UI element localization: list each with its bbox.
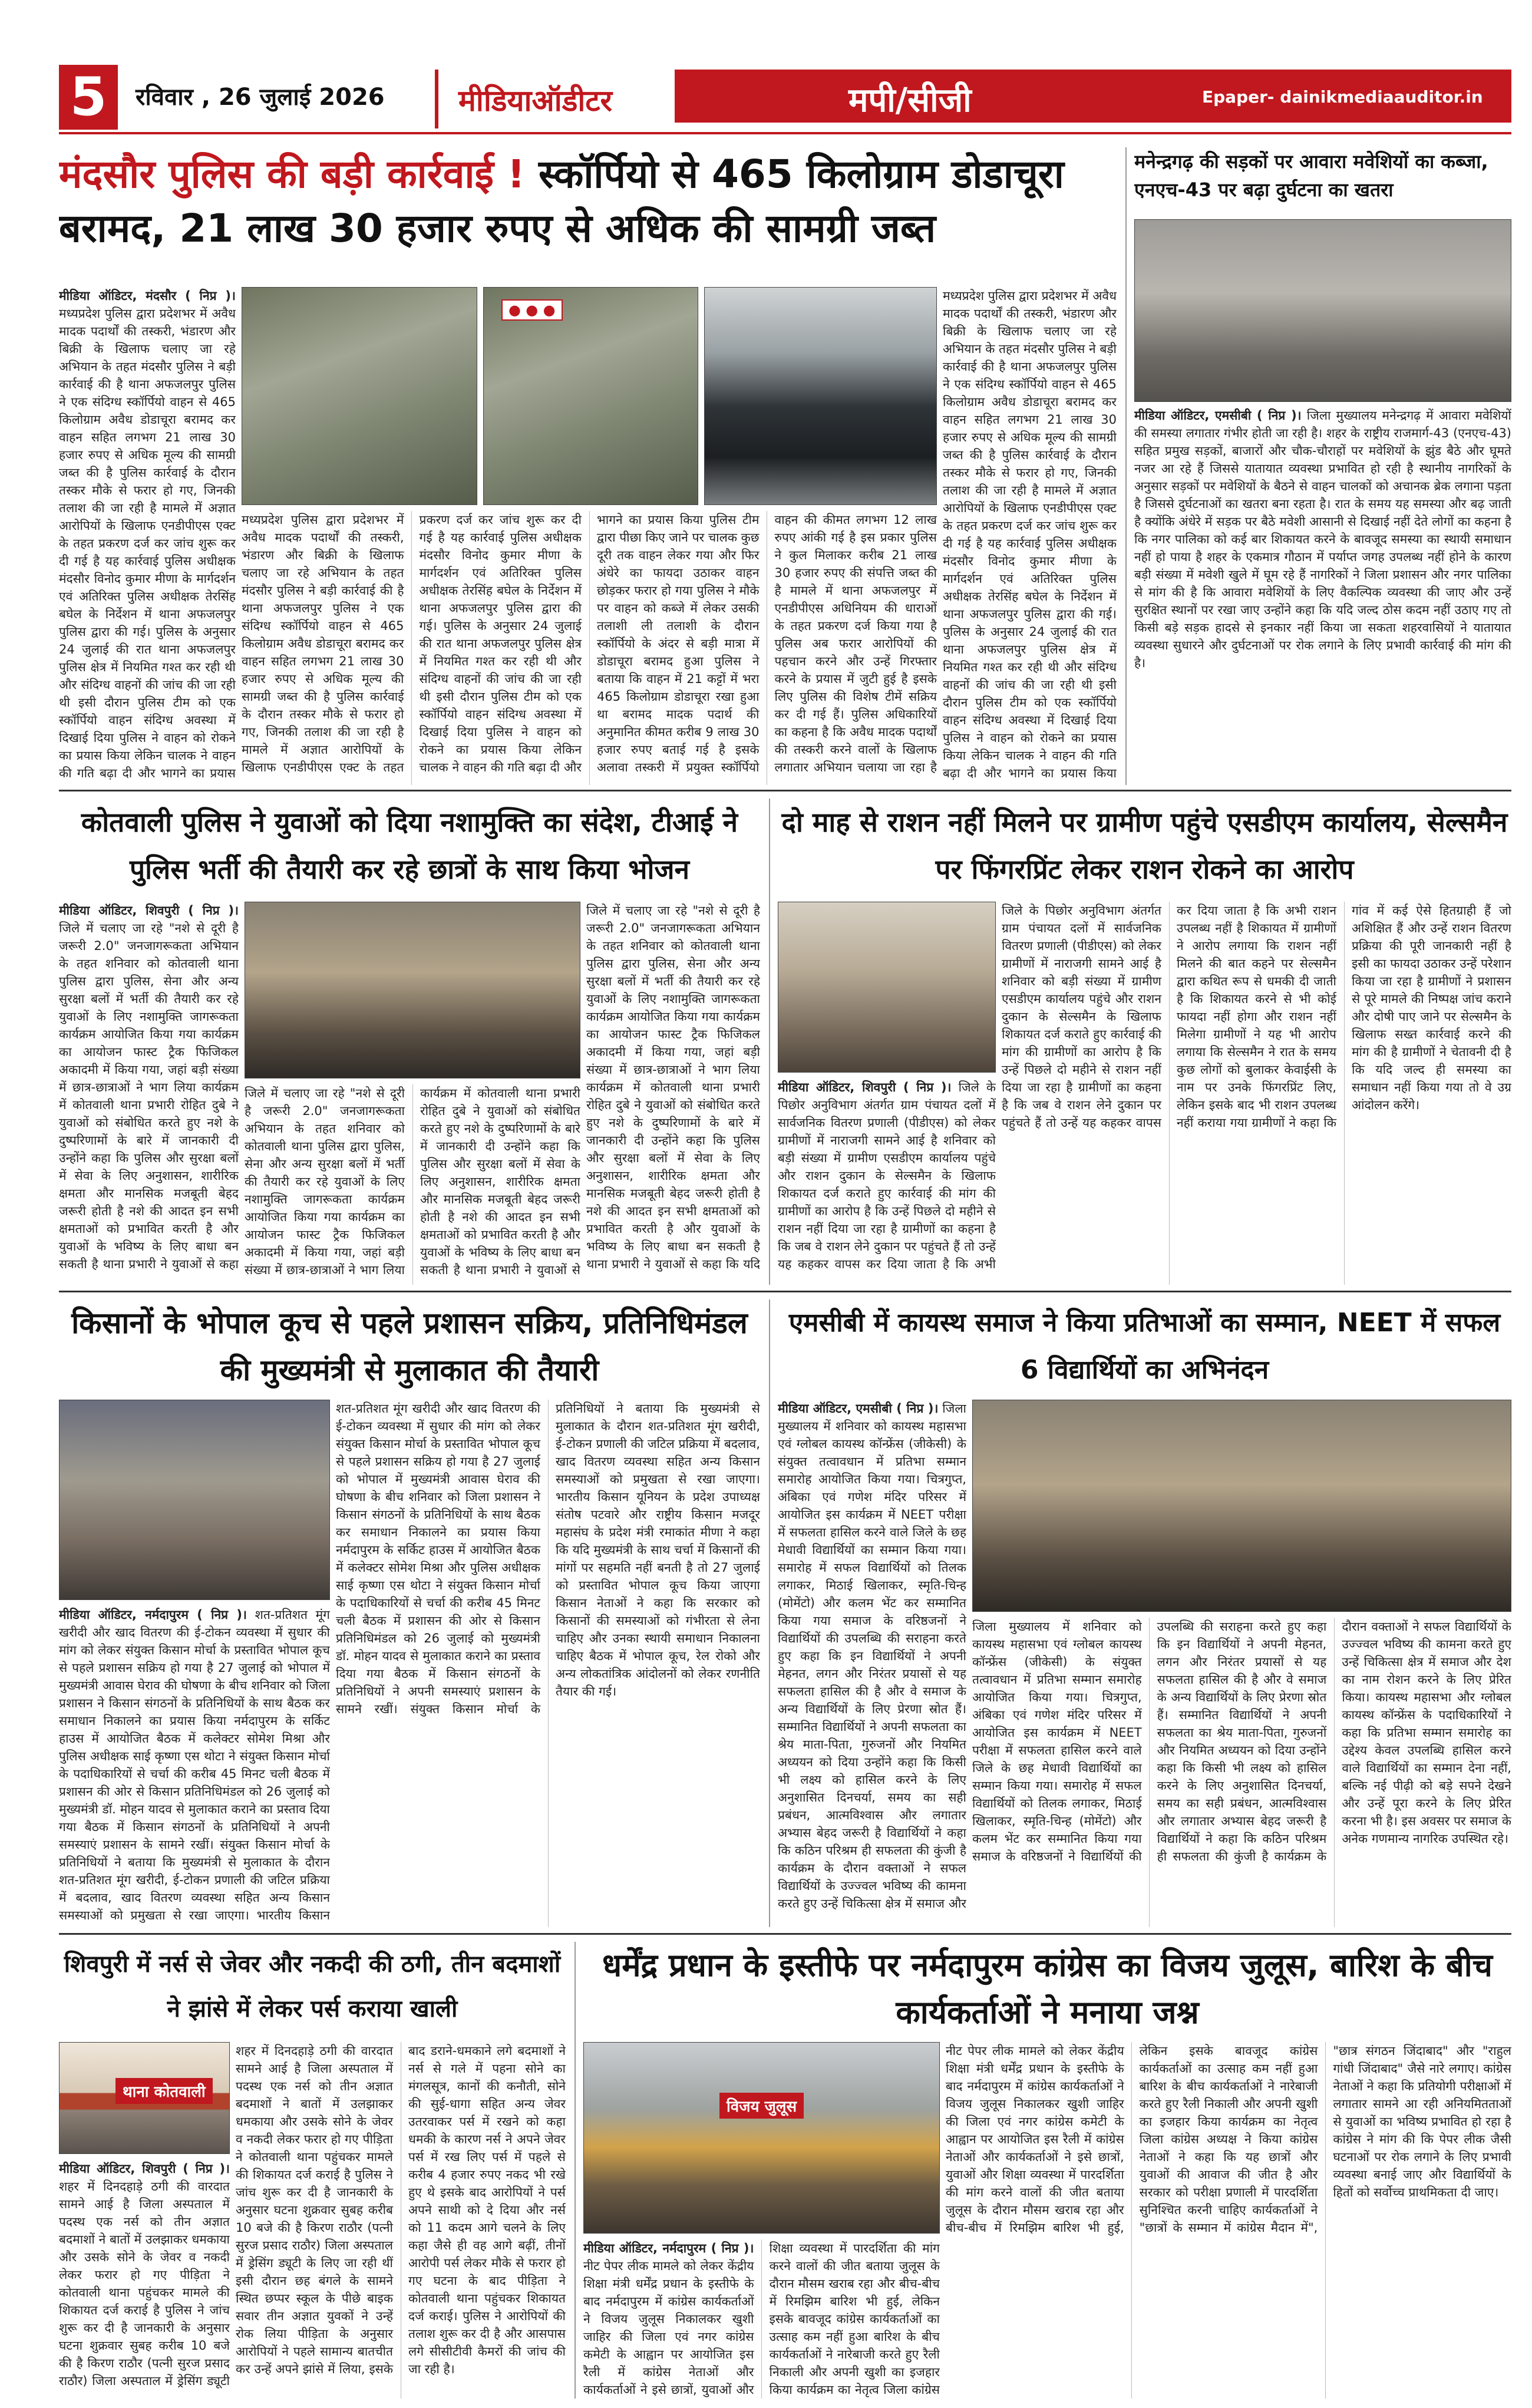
story7-photo-police-station [59, 2042, 230, 2154]
story8-headline: धर्मेंद्र प्रधान के इस्तीफे पर नर्मदापुरम कांग्रेस का विजय जुलूस, बारिश के बीच कार्यकर्ताओं ने मनाया जश्न [602, 1947, 1493, 2031]
story1-body-col1 [59, 287, 236, 785]
story3-headline-block [59, 799, 760, 899]
story4-body-continued: जिले के पिछोर अनुविभाग अंतर्गत ग्राम पंचायत दलों में सार्वजनिक वितरण प्रणाली (पीडीएस) को लेकर ग्रामीणों में नाराजगी सामने आई है शनिवार को बड़ी संख्या में ग्रामीण एसडीएम कार्यालय पहुंचे और राशन दुकान के सेल्समैन के खिलाफ शिकायत दर्ज कराते हुए कार्रवाई की मांग की ग्रामीणों का आरोप है कि उन्हें पिछले दो महीने से राशन नहीं दिया जा रहा है ग्रामीणों का कहना है कि जब वे राशन लेने दुकान पर पहुंचते हैं तो उन्हें यह कहकर वापस कर दिया जाता है कि अभी राशन उपलब्ध नहीं है शिकायत में ग्रामीणों ने आरोप लगाया कि राशन नहीं मिलने की बात कहने पर सेल्समैन द्वारा कथित रूप से धमकी दी जाती है कि शिकायत करने से भी कोई फायदा नहीं होगा और राशन नहीं मिलेगा ग्रामीणों ने यह भी आरोप लगाया कि सेल्समैन ने रात के समय कुछ लोगों को बुलाकर केवाईसी के नाम पर उनके फिंगरप्रिंट लिए, लेकिन इसके बाद भी राशन उपलब्ध नहीं कराया गया ग्रामीणों ने कहा कि गांव में कई ऐसे हितग्राही हैं जो अशिक्षित हैं और उन्हें राशन वितरण प्रक्रिया की पूरी जानकारी नहीं है इसी का फायदा उठाकर उन्हें परेशान किया जा रहा है ग्रामीणों ने प्रशासन से पूरे मामले की निष्पक्ष जांच कराने और दोषी पाए जाने पर सेल्समैन के खिलाफ सख्त कार्रवाई करने की मांग की है ग्रामीणों ने चेतावनी दी है कि यदि जल्द ही समस्या का समाधान नहीं किया गया तो वे उग्र आंदोलन करेंगे। [1002, 903, 1511, 1130]
story1-photo-station-sign: ● ● ● [501, 299, 563, 321]
section-rule [59, 790, 1511, 791]
issue-date: रविवार , 26 जुलाई 2026 [136, 84, 385, 111]
story8-headline-block [583, 1942, 1511, 2039]
story6-body-continued: जिला मुख्यालय में शनिवार को कायस्थ महासभा एवं ग्लोबल कायस्थ कॉन्फ्रेंस (जीकेसी) के संयुक्त तत्वावधान में प्रतिभा सम्मान समारोह आयोजित किया गया। चित्रगुप्त, अंबिका एवं गणेश मंदिर परिसर में आयोजित इस कार्यक्रम में NEET परीक्षा में सफलता हासिल करने वाले जिले के छह मेधावी विद्यार्थियों का सम्मान किया गया। समारोह में सफल विद्यार्थियों को तिलक लगाकर, मिठाई खिलाकर, स्मृति-चिन्ह (मोमेंटो) और कलम भेंट कर सम्मानित किया गया समाज के वरिष्ठजनों ने विद्यार्थियों की उपलब्धि की सराहना करते हुए कहा कि इन विद्यार्थियों ने अपनी मेहनत, लगन और निरंतर प्रयासों से यह सफलता हासिल की है और वे समाज के अन्य विद्यार्थियों के लिए प्रेरणा स्रोत हैं। सम्मानित विद्यार्थियों ने अपनी सफलता का श्रेय माता-पिता, गुरुजनों और नियमित अध्ययन को दिया उन्होंने कहा कि किसी भी लक्ष्य को हासिल करने के लिए अनुशासित दिनचर्या, समय का सही प्रबंधन, आत्मविश्वास और लगातार अभ्यास बेहद जरूरी है विद्यार्थियों ने कहा कि कठिन परिश्रम ही सफलता की कुंजी है कार्यक्रम के दौरान वक्ताओं ने सफल विद्यार्थियों के उज्ज्वल भविष्य की कामना करते हुए उन्हें चिकित्सा क्षेत्र में समाज और देश का नाम रोशन करने के लिए प्रेरित किया। कायस्थ महासभा और ग्लोबल कायस्थ कॉन्फ्रेंस के पदाधिकारियों ने कहा कि प्रतिभा सम्मान समारोह का उद्देश्य केवल उपलब्धि हासिल करने वाले विद्यार्थियों का सम्मान देना नहीं, बल्कि नई पीढ़ी को बड़े सपने देखने और उन्हें पूरा करने के लिए प्रेरित करना भी है। इस अवसर पर समाज के अनेक गणमान्य नागरिक उपस्थित रहे। [972, 1619, 1511, 1863]
story7-body-col1 [59, 2160, 230, 2399]
story5-photo-meeting [59, 1400, 330, 1600]
story6-body-col1 [778, 1400, 966, 1927]
story4-headline-block [778, 799, 1511, 899]
story1-headline [59, 147, 1117, 256]
story3-body: जिले में चलाए जा रहे "नशे से दूरी है जरूरी 2.0" जनजागरूकता अभियान के तहत शनिवार को कोतवाली थाना पुलिस द्वारा पुलिस, सेना और अन्य सुरक्षा बलों में भर्ती की तैयारी कर रहे युवाओं के लिए नशामुक्ति जागरूकता कार्यक्रम आयोजित किया गया कार्यक्रम का आयोजन फास्ट ट्रैक फिजिकल अकादमी में किया गया, जहां बड़ी संख्या में छात्र-छात्राओं ने भाग लिया कार्यक्रम में कोतवाली थाना प्रभारी रोहित दुबे ने युवाओं को संबोधित करते हुए नशे के दुष्परिणामों के बारे में जानकारी दी उन्होंने कहा कि पुलिस और सुरक्षा बलों में सेवा के लिए अनुशासन, शारीरिक क्षमता और मानसिक मजबूती बेहद जरूरी होती है नशे की आदत इन सभी क्षमताओं को प्रभावित करती है और युवाओं के भविष्य के लिए बाधा बन सकती है थाना प्रभारी ने युवाओं से कहा [59, 921, 239, 1271]
story5-byline: मीडिया ऑडिटर, नर्मदापुरम ( निप्र )। [59, 1608, 247, 1622]
newspaper-brand: मीडियाऑडीटर [458, 84, 612, 118]
story8-photo-rally [583, 2042, 940, 2234]
story1-body: मध्यप्रदेश पुलिस द्वारा प्रदेशभर में अवैध मादक पदार्थों की तस्करी, भंडारण और बिक्री के खिलाफ चलाए जा रहे अभियान के तहत मंदसौर पुलिस ने बड़ी कार्रवाई की है थाना अफजलपुर पुलिस ने एक संदिग्ध स्कॉर्पियो वाहन से 465 किलोग्राम अवैध डोडाचूरा बरामद कर वाहन सहित लगभग 21 लाख 30 हजार रुपए से अधिक मूल्य की सामग्री जब्त की है पुलिस कार्रवाई के दौरान तस्कर मौके से फरार हो गए, जिनकी तलाश की जा रही है मामले में अज्ञात आरोपियों के खिलाफ एनडीपीएस एक्ट के तहत प्रकरण दर्ज कर जांच शुरू कर दी गई है यह कार्रवाई पुलिस अधीक्षक मंदसौर विनोद कुमार मीणा के मार्गदर्शन एवं अतिरिक्त पुलिस अधीक्षक तेरसिंह बघेल के निर्देशन में थाना अफजलपुर पुलिस द्वारा की गई। पुलिस के अनुसार 24 जुलाई की रात थाना अफजलपुर पुलिस क्षेत्र में नियमित गश्त कर रही थी और संदिग्ध वाहनों की जांच की जा रही थी इसी दौरान पुलिस टीम को एक स्कॉर्पियो वाहन संदिग्ध अवस्था में दिखाई दिया पुलिस ने वाहन को रोकने का प्रयास किया लेकिन चालक ने वाहन की गति बढ़ा दी और भागने का प्रयास [59, 306, 236, 780]
story4-byline: मीडिया ऑडिटर, शिवपुरी ( निप्र )। [778, 1080, 952, 1094]
page-number: 5 [59, 65, 118, 130]
story2-byline: मीडिया ऑडिटर, एमसीबी ( निप्र )। [1134, 408, 1302, 423]
story5-body-cols [336, 1400, 760, 1927]
column-divider [769, 799, 770, 1285]
column-divider [769, 1299, 770, 1927]
story3-headline: कोतवाली पुलिस ने युवाओं को दिया नशामुक्ति का संदेश, टीआई ने पुलिस भर्ती की तैयारी कर रहे छात्रों के साथ किया भोजन [81, 806, 738, 885]
story2-headline: मनेन्द्रगढ़ की सड़कों पर आवारा मवेशियों का कब्जा, एनएच-43 पर बढ़ा दुर्घटना का खतरा [1134, 150, 1488, 201]
story1-body-lastcol [943, 287, 1117, 785]
story6-body: जिला मुख्यालय में शनिवार को कायस्थ महासभा एवं ग्लोबल कायस्थ कॉन्फ्रेंस (जीकेसी) के संयुक्त तत्वावधान में प्रतिभा सम्मान समारोह आयोजित किया गया। चित्रगुप्त, अंबिका एवं गणेश मंदिर परिसर में आयोजित इस कार्यक्रम में NEET परीक्षा में सफलता हासिल करने वाले जिले के छह मेधावी विद्यार्थियों का सम्मान किया गया। समारोह में सफल विद्यार्थियों को तिलक लगाकर, मिठाई खिलाकर, स्मृति-चिन्ह (मोमेंटो) और कलम भेंट कर सम्मानित किया गया समाज के वरिष्ठजनों ने विद्यार्थियों की उपलब्धि की सराहना करते हुए कहा कि इन विद्यार्थियों ने अपनी मेहनत, लगन और निरंतर प्रयासों से यह सफलता हासिल की है और वे समाज के अन्य विद्यार्थियों के लिए प्रेरणा स्रोत हैं। सम्मानित विद्यार्थियों ने अपनी सफलता का श्रेय माता-पिता, गुरुजनों और नियमित अध्ययन को दिया उन्होंने कहा कि किसी भी लक्ष्य को हासिल करने के लिए अनुशासित दिनचर्या, समय का सही प्रबंधन, आत्मविश्वास और लगातार अभ्यास बेहद जरूरी है विद्यार्थियों ने कहा कि कठिन परिश्रम ही सफलता की कुंजी है कार्यक्रम के दौरान वक्ताओं ने सफल विद्यार्थियों के उज्ज्वल भविष्य की कामना करते हुए उन्हें चिकित्सा क्षेत्र में समाज और [778, 1401, 966, 1911]
story5-body-continued: शत-प्रतिशत मूंग खरीदी और खाद वितरण की ई-टोकन व्यवस्था में सुधार की मांग को लेकर संयुक्त किसान मोर्चा के प्रस्तावित भोपाल कूच से पहले प्रशासन सक्रिय हो गया है 27 जुलाई को भोपाल में मुख्यमंत्री आवास घेराव की घोषणा के बीच शनिवार को जिला प्रशासन ने किसान संगठनों के प्रतिनिधियों के साथ बैठक कर समाधान निकालने का प्रयास किया नर्मदापुरम के सर्किट हाउस में आयोजित बैठक में कलेक्टर सोमेश मिश्रा और पुलिस अधीक्षक साई कृष्णा एस थोटा ने संयुक्त किसान मोर्चा के पदाधिकारियों से चर्चा की करीब 45 मिनट चली बैठक में प्रशासन की ओर से किसान प्रतिनिधिमंडल को 26 जुलाई को मुख्यमंत्री डॉ. मोहन यादव से मुलाकात कराने का प्रस्ताव दिया गया बैठक में किसान संगठनों के प्रतिनिधियों ने अपनी समस्याएं प्रशासन के सामने रखीं। संयुक्त किसान मोर्चा के प्रतिनिधियों ने बताया कि मुख्यमंत्री से मुलाकात के दौरान शत-प्रतिशत मूंग खरीदी, ई-टोकन प्रणाली की जटिल प्रक्रिया में बदलाव, खाद वितरण व्यवस्था सहित अन्य किसान समस्याओं को प्रमुखता से रखा जाएगा। भारतीय किसान यूनियन के प्रदेश उपाध्यक्ष संतोष पटवारे और राष्ट्रीय किसान मजदूर महासंघ के प्रदेश मंत्री रमाकांत मीणा ने कहा कि यदि मुख्यमंत्री के साथ चर्चा में किसानों की मांगों पर सहमति नहीं बनती है तो 27 जुलाई को प्रस्तावित भोपाल कूच किया जाएगा किसान नेताओं ने कहा कि सरकार को किसानों की समस्याओं को गंभीरता से लेना चाहिए और उनका स्थायी समाधान निकालना चाहिए बैठक में भोपाल कूच, रेल रोको और अन्य लोकतांत्रिक आंदोलनों को लेकर रणनीति तैयार की गई। [336, 1401, 760, 1716]
story2-photo-cattle-road [1134, 219, 1511, 402]
story3-body-cols [245, 1084, 580, 1285]
column-divider [574, 1942, 576, 2399]
story6-headline: एमसीबी में कायस्थ समाज ने किया प्रतिभाओं का सम्मान, NEET में सफल 6 विद्यार्थियों का अभिनंदन [788, 1308, 1501, 1385]
story6-headline-block [778, 1299, 1511, 1397]
story1-headline-rest: स्कॉर्पियो से 465 किलोग्राम डोडाचूरा बरामद, 21 लाख 30 हजार रुपए से अधिक की सामग्री जब्त [59, 151, 1064, 251]
epaper-url[interactable]: Epaper- dainikmediaauditor.in [1202, 87, 1483, 107]
story5-headline-block [59, 1299, 760, 1397]
section-name: मपी/सीजी [848, 81, 972, 120]
story3-photo-students [245, 902, 580, 1078]
story1-headline-red: मंदसौर पुलिस की बड़ी कार्रवाई ! [59, 151, 525, 197]
story1-body-cols [242, 511, 937, 785]
story1-body-continued: मध्यप्रदेश पुलिस द्वारा प्रदेशभर में अवैध मादक पदार्थों की तस्करी, भंडारण और बिक्री के खिलाफ चलाए जा रहे अभियान के तहत मंदसौर पुलिस ने बड़ी कार्रवाई की है थाना अफजलपुर पुलिस ने एक संदिग्ध स्कॉर्पियो वाहन से 465 किलोग्राम अवैध डोडाचूरा बरामद कर वाहन सहित लगभग 21 लाख 30 हजार रुपए से अधिक मूल्य की सामग्री जब्त की है पुलिस कार्रवाई के दौरान तस्कर मौके से फरार हो गए, जिनकी तलाश की जा रही है मामले में अज्ञात आरोपियों के खिलाफ एनडीपीएस एक्ट के तहत प्रकरण दर्ज कर जांच शुरू कर दी गई है यह कार्रवाई पुलिस अधीक्षक मंदसौर विनोद कुमार मीणा के मार्गदर्शन एवं अतिरिक्त पुलिस अधीक्षक तेरसिंह बघेल के निर्देशन में थाना अफजलपुर पुलिस द्वारा की गई। पुलिस के अनुसार 24 जुलाई की रात थाना अफजलपुर पुलिस क्षेत्र में नियमित गश्त कर रही थी और संदिग्ध वाहनों की जांच की जा रही थी इसी दौरान पुलिस टीम को एक स्कॉर्पियो वाहन संदिग्ध अवस्था में दिखाई दिया पुलिस ने वाहन को रोकने का प्रयास किया लेकिन चालक ने वाहन की गति बढ़ा दी और भागने का प्रयास किया पुलिस टीम द्वारा पीछा किए जाने पर चालक कुछ दूरी तक वाहन लेकर गया और फिर अंधेरे का फायदा उठाकर वाहन छोड़कर फरार हो गया पुलिस ने मौके पर वाहन को कब्जे में लेकर उसकी तलाशी ली तलाशी के दौरान स्कॉर्पियो के अंदर से बड़ी मात्रा में डोडाचूरा बरामद हुआ पुलिस ने बताया कि वाहन में 21 कट्टों में भरा 465 किलोग्राम डोडाचूरा रखा हुआ था बरामद मादक पदार्थ की अनुमानित कीमत करीब 9 लाख 30 हजार रुपए बताई गई है इसके अलावा तस्करी में प्रयुक्त स्कॉर्पियो वाहन की कीमत लगभग 12 लाख रुपए आंकी गई है इस प्रकार पुलिस ने कुल मिलाकर करीब 21 लाख 30 हजार रुपए की संपत्ति जब्त की है मामले में थाना अफजलपुर में एनडीपीएस अधिनियम की धाराओं के तहत प्रकरण दर्ज किया गया है पुलिस अब फरार आरोपियों की पहचान करने और उन्हें गिरफ्तार करने के प्रयास में जुटी हुई है इसके लिए पुलिस की विशेष टीमें सक्रिय कर दी गई हैं। पुलिस अधिकारियों का कहना है कि अवैध मादक पदार्थों की तस्करी करने वालों के खिलाफ लगातार अभियान चलाया जा रहा है [242, 513, 937, 774]
story7-byline: मीडिया ऑडिटर, शिवपुरी ( निप्र )। [59, 2162, 230, 2176]
story1-byline: मीडिया ऑडिटर, मंदसौर ( निप्र )। [59, 289, 236, 303]
story2-body-block [1134, 407, 1511, 785]
masthead-rule [59, 132, 1511, 134]
story1-photo-police-station [483, 287, 698, 505]
story7-body: शहर में दिनदहाड़े ठगी की वारदात सामने आई है जिला अस्पताल में पदस्थ एक नर्स को तीन अज्ञात बदमाशों ने बातों में उलझाकर धमकाया और उसके सोने के जेवर व नकदी लेकर फरार हो गए पीड़िता ने कोतवाली थाना पहुंचकर मामले की शिकायत दर्ज कराई है पुलिस ने जांच शुरू कर दी है जानकारी के अनुसार घटना शुक्रवार सुबह करीब 10 बजे की है किरण राठौर (पत्नी सुरज प्रसाद राठौर) जिला अस्पताल में ड्रेसिंग ड्यूटी [59, 2179, 230, 2388]
story8-body-cols [946, 2042, 1511, 2399]
story7-headline: शिवपुरी में नर्स से जेवर और नकदी की ठगी, तीन बदमाशों ने झांसे में लेकर पर्स कराया खाली [64, 1951, 561, 2023]
masthead [0, 0, 1532, 128]
story6-photo-felicitation [972, 1400, 1511, 1612]
story1-headline-block [59, 147, 1117, 283]
story7-headline-block [59, 1942, 566, 2039]
story3-byline: मीडिया ऑडिटर, शिवपुरी ( निप्र )। [59, 903, 239, 918]
story6-body-cols [972, 1618, 1511, 1927]
story4-headline: दो माह से राशन नहीं मिलने पर ग्रामीण पहुंचे एसडीएम कार्यालय, सेल्समैन पर फिंगरप्रिंट लेकर राशन रोकने का आरोप [781, 806, 1508, 885]
story5-body-col1 [59, 1606, 330, 1927]
story1-photo-scorpio [704, 287, 937, 505]
story8-byline: मीडिया ऑडिटर, नर्मदापुरम ( निप्र )। [583, 2241, 754, 2255]
story4-photo-villagers [778, 902, 996, 1073]
story4-body: जिले के पिछोर अनुविभाग अंतर्गत ग्राम पंचायत दलों में सार्वजनिक वितरण प्रणाली (पीडीएस) को लेकर ग्रामीणों में नाराजगी सामने आई है शनिवार को बड़ी संख्या में ग्रामीण एसडीएम कार्यालय पहुंचे और राशन दुकान के सेल्समैन के खिलाफ शिकायत दर्ज कराते हुए कार्रवाई की मांग की ग्रामीणों का आरोप है कि उन्हें पिछले दो महीने से राशन नहीं दिया जा रहा है ग्रामीणों का कहना है कि जब वे राशन लेने दुकान पर पहुंचते हैं तो उन्हें यह कहकर वापस कर दिया जाता है कि अभी [778, 1080, 996, 1271]
masthead-divider [435, 70, 438, 128]
story3-body-end: जिले में चलाए जा रहे "नशे से दूरी है जरूरी 2.0" जनजागरूकता अभियान के तहत शनिवार को कोतवाली थाना पुलिस द्वारा पुलिस, सेना और अन्य सुरक्षा बलों में भर्ती की तैयारी कर रहे युवाओं के लिए नशामुक्ति जागरूकता कार्यक्रम आयोजित किया गया कार्यक्रम का आयोजन फास्ट ट्रैक फिजिकल अकादमी में किया गया, जहां बड़ी संख्या में छात्र-छात्राओं ने भाग लिया कार्यक्रम में कोतवाली थाना प्रभारी रोहित दुबे ने युवाओं को संबोधित करते हुए नशे के दुष्परिणामों के बारे में जानकारी दी उन्होंने कहा कि पुलिस और सुरक्षा बलों में सेवा के लिए अनुशासन, शारीरिक क्षमता और मानसिक मजबूती बेहद जरूरी होती है नशे की आदत इन सभी क्षमताओं को प्रभावित करती है और युवाओं के भविष्य के लिए बाधा बन सकती है थाना प्रभारी ने युवाओं से कहा कि यदि [586, 903, 760, 1271]
story8-body: नीट पेपर लीक मामले को लेकर केंद्रीय शिक्षा मंत्री धर्मेंद्र प्रधान के इस्तीफे के बाद नर्मदापुरम में कांग्रेस कार्यकर्ताओं ने विजय जुलूस निकालकर खुशी जाहिर की जिला एवं नगर कांग्रेस कमेटी के आह्वान पर आयोजित इस रैली में कांग्रेस नेताओं और कार्यकर्ताओं ने इसे छात्रों, युवाओं और शिक्षा व्यवस्था में पारदर्शिता की मांग करने वालों की जीत बताया जुलूस के दौरान मौसम खराब रहा और बीच-बीच में रिमझिम बारिश भी हुई, लेकिन इसके बावजूद कांग्रेस कार्यकर्ताओं का उत्साह कम नहीं हुआ बारिश के बीच कार्यकर्ताओं ने नारेबाजी करते हुए रैली निकाली और अपनी खुशी का इजहार किया कार्यक्रम का नेतृत्व जिला कांग्रेस [583, 2241, 940, 2397]
section-rule [59, 1933, 1511, 1935]
story8-body-block [583, 2239, 940, 2399]
story7-station-sign: थाना कोतवाली [115, 2078, 213, 2104]
column-divider [1125, 147, 1127, 785]
story3-body-col1 [59, 902, 239, 1285]
story1-body-end: मध्यप्रदेश पुलिस द्वारा प्रदेशभर में अवैध मादक पदार्थों की तस्करी, भंडारण और बिक्री के खिलाफ चलाए जा रहे अभियान के तहत मंदसौर पुलिस ने बड़ी कार्रवाई की है थाना अफजलपुर पुलिस ने एक संदिग्ध स्कॉर्पियो वाहन से 465 किलोग्राम अवैध डोडाचूरा बरामद कर वाहन सहित लगभग 21 लाख 30 हजार रुपए से अधिक मूल्य की सामग्री जब्त की है पुलिस कार्रवाई के दौरान तस्कर मौके से फरार हो गए, जिनकी तलाश की जा रही है मामले में अज्ञात आरोपियों के खिलाफ एनडीपीएस एक्ट के तहत प्रकरण दर्ज कर जांच शुरू कर दी गई है यह कार्रवाई पुलिस अधीक्षक मंदसौर विनोद कुमार मीणा के मार्गदर्शन एवं अतिरिक्त पुलिस अधीक्षक तेरसिंह बघेल के निर्देशन में थाना अफजलपुर पुलिस द्वारा की गई। पुलिस के अनुसार 24 जुलाई की रात थाना अफजलपुर पुलिस क्षेत्र में नियमित गश्त कर रही थी और संदिग्ध वाहनों की जांच की जा रही थी इसी दौरान पुलिस टीम को एक स्कॉर्पियो वाहन संदिग्ध अवस्था में दिखाई दिया पुलिस ने वाहन को रोकने का प्रयास किया लेकिन चालक ने वाहन की गति बढ़ा दी और भागने का प्रयास किया [943, 289, 1117, 780]
story1-photo-seized-bags [242, 287, 477, 505]
story3-body-lastcol [586, 902, 760, 1285]
story8-rally-banner: विजय जुलूस [719, 2093, 804, 2119]
story7-body-cols [236, 2042, 566, 2399]
story4-body-col1 [778, 1078, 996, 1285]
story4-body-cols [1002, 902, 1511, 1285]
story5-body: शत-प्रतिशत मूंग खरीदी और खाद वितरण की ई-टोकन व्यवस्था में सुधार की मांग को लेकर संयुक्त किसान मोर्चा के प्रस्तावित भोपाल कूच से पहले प्रशासन सक्रिय हो गया है 27 जुलाई को भोपाल में मुख्यमंत्री आवास घेराव की घोषणा के बीच शनिवार को जिला प्रशासन ने किसान संगठनों के प्रतिनिधियों के साथ बैठक कर समाधान निकालने का प्रयास किया नर्मदापुरम के सर्किट हाउस में आयोजित बैठक में कलेक्टर सोमेश मिश्रा और पुलिस अधीक्षक साई कृष्णा एस थोटा ने संयुक्त किसान मोर्चा के पदाधिकारियों से चर्चा की करीब 45 मिनट चली बैठक में प्रशासन की ओर से किसान प्रतिनिधिमंडल को 26 जुलाई को मुख्यमंत्री डॉ. मोहन यादव से मुलाकात कराने का प्रस्ताव दिया गया बैठक में किसान संगठनों के प्रतिनिधियों ने अपनी समस्याएं प्रशासन के सामने रखीं। संयुक्त किसान मोर्चा के प्रतिनिधियों ने बताया कि मुख्यमंत्री से मुलाकात के दौरान शत-प्रतिशत मूंग खरीदी, ई-टोकन प्रणाली की जटिल प्रक्रिया में बदलाव, खाद वितरण व्यवस्था सहित अन्य किसान समस्याओं को प्रमुखता से रखा जाएगा। भारतीय किसान [59, 1608, 330, 1922]
story6-byline: मीडिया ऑडिटर, एमसीबी ( निप्र )। [778, 1401, 939, 1416]
story7-body-continued: शहर में दिनदहाड़े ठगी की वारदात सामने आई है जिला अस्पताल में पदस्थ एक नर्स को तीन अज्ञात बदमाशों ने बातों में उलझाकर धमकाया और उसके सोने के जेवर व नकदी लेकर फरार हो गए पीड़िता ने कोतवाली थाना पहुंचकर मामले की शिकायत दर्ज कराई है पुलिस ने जांच शुरू कर दी है जानकारी के अनुसार घटना शुक्रवार सुबह करीब 10 बजे की है किरण राठौर (पत्नी सुरज प्रसाद राठौर) जिला अस्पताल में ड्रेसिंग ड्यूटी के लिए जा रही थीं इसी दौरान छह बंगले के सामने स्थित छप्पर स्कूल के पीछे बाइक सवार तीन अज्ञात युवकों ने उन्हें रोक लिया पीड़िता के अनुसार आरोपियों ने पहले सामान्य बातचीत कर उन्हें अपने झांसे में लिया, इसके बाद डराने-धमकाने लगे बदमाशों ने नर्स से गले में पहना सोने का मंगलसूत्र, कानों की कनौती, सोने की सुई-धागा सहित अन्य जेवर उतरवाकर पर्स में रखने को कहा धमकी के कारण नर्स ने अपने जेवर पर्स में रख लिए पर्स में पहले से करीब 4 हजार रुपए नकद भी रखे हुए थे इसके बाद आरोपियों ने पर्स अपने साथी को दे दिया और नर्स को 11 कदम आगे चलने के लिए कहा जैसे ही वह आगे बढ़ीं, तीनों आरोपी पर्स लेकर मौके से फरार हो गए घटना के बाद पीड़िता ने कोतवाली थाना पहुंचकर शिकायत दर्ज कराई। पुलिस ने आरोपियों की तलाश शुरू कर दी है और आसपास लगे सीसीटीवी कैमरों की जांच की जा रही है। [236, 2044, 566, 2376]
story8-body-continued: नीट पेपर लीक मामले को लेकर केंद्रीय शिक्षा मंत्री धर्मेंद्र प्रधान के इस्तीफे के बाद नर्मदापुरम में कांग्रेस कार्यकर्ताओं ने विजय जुलूस निकालकर खुशी जाहिर की जिला एवं नगर कांग्रेस कमेटी के आह्वान पर आयोजित इस रैली में कांग्रेस नेताओं और कार्यकर्ताओं ने इसे छात्रों, युवाओं और शिक्षा व्यवस्था में पारदर्शिता की मांग करने वालों की जीत बताया जुलूस के दौरान मौसम खराब रहा और बीच-बीच में रिमझिम बारिश भी हुई, लेकिन इसके बावजूद कांग्रेस कार्यकर्ताओं का उत्साह कम नहीं हुआ बारिश के बीच कार्यकर्ताओं ने नारेबाजी करते हुए रैली निकाली और अपनी खुशी का इजहार किया कार्यक्रम का नेतृत्व जिला कांग्रेस अध्यक्ष ने किया कांग्रेस नेताओं ने कहा कि यह छात्रों और युवाओं की आवाज की जीत है और सरकार को परीक्षा प्रणाली में पारदर्शिता सुनिश्चित करनी चाहिए कार्यकर्ताओं ने "छात्रों के सम्मान में कांग्रेस मैदान में", "छात्र संगठन जिंदाबाद" और "राहुल गांधी जिंदाबाद" जैसे नारे लगाए। कांग्रेस नेताओं ने कहा कि प्रतियोगी परीक्षाओं में लगातार सामने आ रही अनियमितताओं से युवाओं का भविष्य प्रभावित हो रहा है कांग्रेस ने मांग की कि पेपर लीक जैसी घटनाओं पर रोक लगाने के लिए प्रभावी व्यवस्था बनाई जाए और विद्यार्थियों के हितों को सर्वोच्च प्राथमिकता दी जाए। [946, 2044, 1511, 2235]
story3-body-continued: जिले में चलाए जा रहे "नशे से दूरी है जरूरी 2.0" जनजागरूकता अभियान के तहत शनिवार को कोतवाली थाना पुलिस द्वारा पुलिस, सेना और अन्य सुरक्षा बलों में भर्ती की तैयारी कर रहे युवाओं के लिए नशामुक्ति जागरूकता कार्यक्रम आयोजित किया गया कार्यक्रम का आयोजन फास्ट ट्रैक फिजिकल अकादमी में किया गया, जहां बड़ी संख्या में छात्र-छात्राओं ने भाग लिया कार्यक्रम में कोतवाली थाना प्रभारी रोहित दुबे ने युवाओं को संबोधित करते हुए नशे के दुष्परिणामों के बारे में जानकारी दी उन्होंने कहा कि पुलिस और सुरक्षा बलों में सेवा के लिए अनुशासन, शारीरिक क्षमता और मानसिक मजबूती बेहद जरूरी होती है नशे की आदत इन सभी क्षमताओं को प्रभावित करती है और युवाओं के भविष्य के लिए बाधा बन सकती है थाना प्रभारी ने युवाओं से [245, 1086, 580, 1277]
story5-headline: किसानों के भोपाल कूच से पहले प्रशासन सक्रिय, प्रतिनिधिमंडल की मुख्यमंत्री से मुलाकात की तैयारी [71, 1306, 748, 1387]
story2-body: जिला मुख्यालय मनेन्द्रगढ़ में आवारा मवेशियों की समस्या लगातार गंभीर होती जा रही है। शहर के राष्ट्रीय राजमार्ग-43 (एनएच-43) सहित प्रमुख सड़कों, बाजारों और चौक-चौराहों पर मवेशियों के झुंड बैठे और घूमते नजर आ रहे हैं जिससे यातायात व्यवस्था प्रभावित हो रही है स्थानीय नागरिकों के अनुसार सड़कों पर मवेशियों के बैठने से वाहन चालकों को अचानक ब्रेक लगाना पड़ता है जिससे दुर्घटनाओं का खतरा बना रहता है। रात के समय यह समस्या और बढ़ जाती है क्योंकि अंधेरे में सड़क पर बैठे मवेशी आसानी से दिखाई नहीं देते लोगों का कहना है कि नगर पालिका को कई बार शिकायत करने के बावजूद समस्या का स्थायी समाधान नहीं हो पाया है शहर के एकमात्र गौठान में पर्याप्त जगह उपलब्ध नहीं होने के कारण बड़ी संख्या में मवेशी खुले में घूम रहे हैं नागरिकों ने जिला प्रशासन और नगर पालिका से मांग की है कि आवारा मवेशियों के लिए वैकल्पिक व्यवस्था की जाए और उन्हें सुरक्षित स्थानों पर रखा जाए उन्होंने कहा कि यदि जल्द ठोस कदम नहीं उठाए गए तो किसी बड़े सड़क हादसे से इनकार नहीं किया जा सकता शहरवासियों ने यातायात व्यवस्था सुधारने और दुर्घटनाओं पर रोक लगाने के लिए प्रभावी कार्रवाई की मांग की है। [1134, 408, 1511, 670]
section-rule [59, 1291, 1511, 1292]
story2-headline-block [1134, 147, 1511, 215]
